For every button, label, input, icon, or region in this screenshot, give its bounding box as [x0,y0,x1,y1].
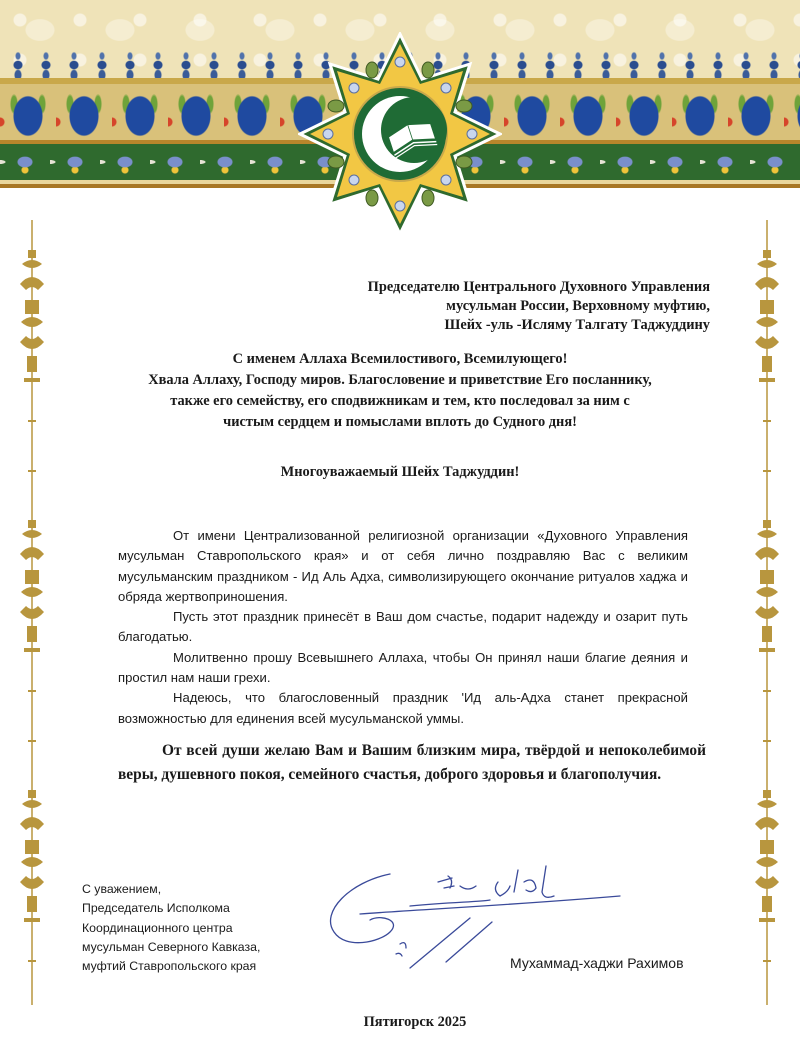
invocation-line: Хвала Аллаху, Господу миров. Благословение и приветствие Его посланнику, [148,372,652,388]
crescent-book-emblem-icon [298,32,502,236]
sender-line: Председатель Исполкома [82,901,230,916]
invocation-block [60,349,740,433]
closing-wish [118,739,706,787]
addressee-block [250,278,710,335]
addressee-line: мусульман России, Верховному муфтию, [446,298,710,314]
sender-title-block [82,880,322,976]
sender-line: муфтий Ставропольского края [82,959,257,974]
sender-line: мусульман Северного Кавказа, [82,939,261,954]
sender-line: С уважением, [82,882,162,896]
signer-name: Мухаммад-хаджи Рахимов [510,955,684,971]
body-paragraph: Надеюсь, что благословенный праздник 'Ид аль-Адха станет прекрасной возможностью для единения всей мусульманской уммы. [118,690,688,726]
addressee-line: Председателю Центрального Духовного Управления [367,279,710,295]
place-and-date: Пятигорск 2025 [363,1014,467,1030]
body-paragraph: Пусть этот праздник принесёт в Ваш дом счастье, подарит надежду и озарит путь благодатью. [118,609,688,645]
addressee-line: Шейх -уль -Исляму Талгату Таджуддину [444,317,710,333]
sender-line: Координационного центра [82,920,233,935]
body-paragraph: От имени Централизованной религиозной организации «Духовного Управления мусульман Ставропольского края» и от себя лично поздравляю Вас с великим мусульманским праздником - Ид Аль Адха, символизирующего окончание ритуалов хаджа и обряда жертвоприношения. [118,528,688,604]
invocation-line: чистым сердцем и помыслами вплоть до Судного дня! [223,414,577,430]
letter-body [118,526,688,729]
salutation: Многоуважаемый Шейх Таджуддин! [280,464,520,480]
invocation-line: также его семейству, его сподвижникам и тем, кто последовал за ним с [170,393,630,409]
right-gold-ornament-border [752,220,782,1005]
invocation-line: С именем Аллаха Всемилостивого, Всемилующего! [232,351,568,367]
left-gold-ornament-border [17,220,47,1005]
closing-wish-text: От всей души желаю Вам и Вашим близким мира, твёрдой и непоколебимой веры, душевного покоя, семейного счастья, доброго здоровья и благополучия. [118,742,706,783]
body-paragraph: Молитвенно прошу Всевышнего Аллаха, чтобы Он принял наши благие деяния и простил нам наши грехи. [118,649,688,686]
